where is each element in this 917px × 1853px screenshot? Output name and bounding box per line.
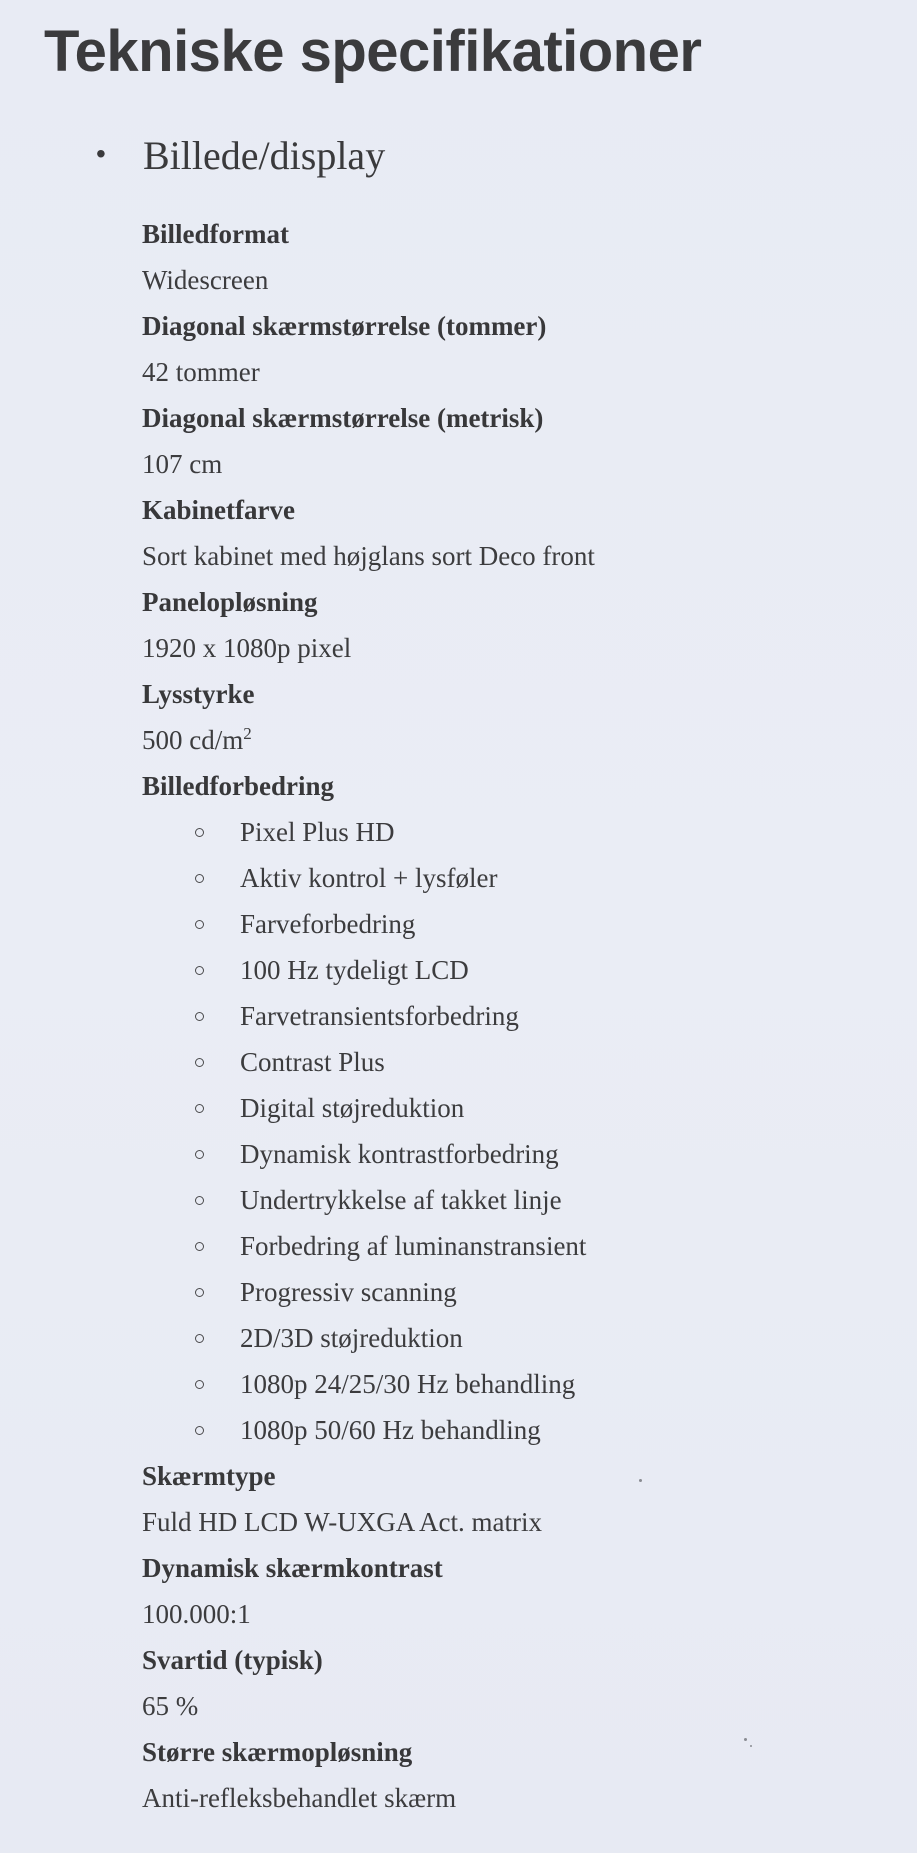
spec-label-diagonal-inches: Diagonal skærmstørrelse (tommer): [142, 311, 547, 341]
spec-label-brightness: Lysstyrke: [142, 679, 255, 709]
spec-value-brightness: [0, 717, 917, 763]
spec-label-dynamic-contrast: Dynamisk skærmkontrast: [142, 1553, 443, 1583]
list-item-text: 1080p 50/60 Hz behandling: [240, 1415, 541, 1445]
list-item: [0, 1407, 917, 1453]
spec-value-panel-resolution: 1920 x 1080p pixel: [142, 633, 352, 663]
spec-label-screen-type: Skærmtype: [142, 1461, 276, 1491]
spec-label-cabinet-color: Kabinetfarve: [142, 495, 295, 525]
spec-label-image-format: Billedformat: [142, 219, 289, 249]
list-item: [0, 855, 917, 901]
circle-bullet-icon: [195, 1380, 204, 1389]
spec-value-diagonal-metric: 107 cm: [142, 449, 223, 479]
circle-bullet-icon: [195, 966, 204, 975]
scan-speck: [750, 1745, 752, 1747]
circle-bullet-icon: [195, 1196, 204, 1205]
bullet-icon: •: [96, 138, 106, 169]
circle-bullet-icon: [195, 1426, 204, 1435]
list-item: [0, 1315, 917, 1361]
spec-value-diagonal-inches: 42 tommer: [142, 357, 260, 387]
document-title: Tekniske specifikationer: [44, 19, 702, 84]
spec-label-diagonal-metric: Diagonal skærmstørrelse (metrisk): [142, 403, 544, 433]
list-item: [0, 901, 917, 947]
list-item-text: Pixel Plus HD: [240, 817, 395, 847]
spec-value-response-time: 65 %: [142, 1691, 199, 1721]
list-item: [0, 1269, 917, 1315]
list-item: [0, 1085, 917, 1131]
spec-label-response-time: Svartid (typisk): [142, 1645, 323, 1675]
spec-value-image-format: Widescreen: [142, 265, 269, 295]
list-item: [0, 1039, 917, 1085]
list-item-text: Digital støjreduktion: [240, 1093, 465, 1123]
list-item-text: 100 Hz tydeligt LCD: [240, 955, 469, 985]
circle-bullet-icon: [195, 1242, 204, 1251]
circle-bullet-icon: [195, 920, 204, 929]
list-item-text: Farvetransientsforbedring: [240, 1001, 519, 1031]
scan-speck: [639, 1479, 642, 1482]
circle-bullet-icon: [195, 1288, 204, 1297]
brightness-number: 500 cd/m: [142, 725, 244, 755]
list-item: [0, 1361, 917, 1407]
list-item: [0, 993, 917, 1039]
list-item-text: Farveforbedring: [240, 909, 416, 939]
circle-bullet-icon: [195, 1012, 204, 1021]
list-item-text: Forbedring af luminanstransient: [240, 1231, 587, 1261]
scan-speck: [744, 1738, 747, 1741]
list-item-text: Aktiv kontrol + lysføler: [240, 863, 498, 893]
spec-value-screen-type: Fuld HD LCD W-UXGA Act. matrix: [142, 1507, 542, 1537]
list-item-text: Undertrykkelse af takket linje: [240, 1185, 562, 1215]
list-item: [0, 1223, 917, 1269]
list-item-text: Dynamisk kontrastforbedring: [240, 1139, 559, 1169]
list-item-text: 2D/3D støjreduktion: [240, 1323, 463, 1353]
circle-bullet-icon: [195, 1334, 204, 1343]
list-item: [0, 1131, 917, 1177]
list-item: [0, 1177, 917, 1223]
spec-list: [0, 211, 917, 1821]
spec-label-panel-resolution: Panelopløsning: [142, 587, 318, 617]
list-item: [0, 809, 917, 855]
brightness-superscript: 2: [243, 724, 252, 743]
picture-enhancement-list: [0, 809, 917, 1453]
list-item-text: Progressiv scanning: [240, 1277, 457, 1307]
circle-bullet-icon: [195, 1058, 204, 1067]
circle-bullet-icon: [195, 1150, 204, 1159]
circle-bullet-icon: [195, 874, 204, 883]
section-heading: Billede/display: [143, 133, 386, 178]
circle-bullet-icon: [195, 828, 204, 837]
spec-value-larger-resolution: Anti-refleksbehandlet skærm: [142, 1783, 457, 1813]
list-item-text: 1080p 24/25/30 Hz behandling: [240, 1369, 576, 1399]
list-item: [0, 947, 917, 993]
circle-bullet-icon: [195, 1104, 204, 1113]
spec-value-cabinet-color: Sort kabinet med højglans sort Deco front: [142, 541, 595, 571]
spec-value-dynamic-contrast: 100.000:1: [142, 1599, 251, 1629]
list-item-text: Contrast Plus: [240, 1047, 385, 1077]
spec-label-picture-enhancement: Billedforbedring: [142, 771, 335, 801]
spec-label-larger-resolution: Større skærmopløsning: [142, 1737, 413, 1767]
